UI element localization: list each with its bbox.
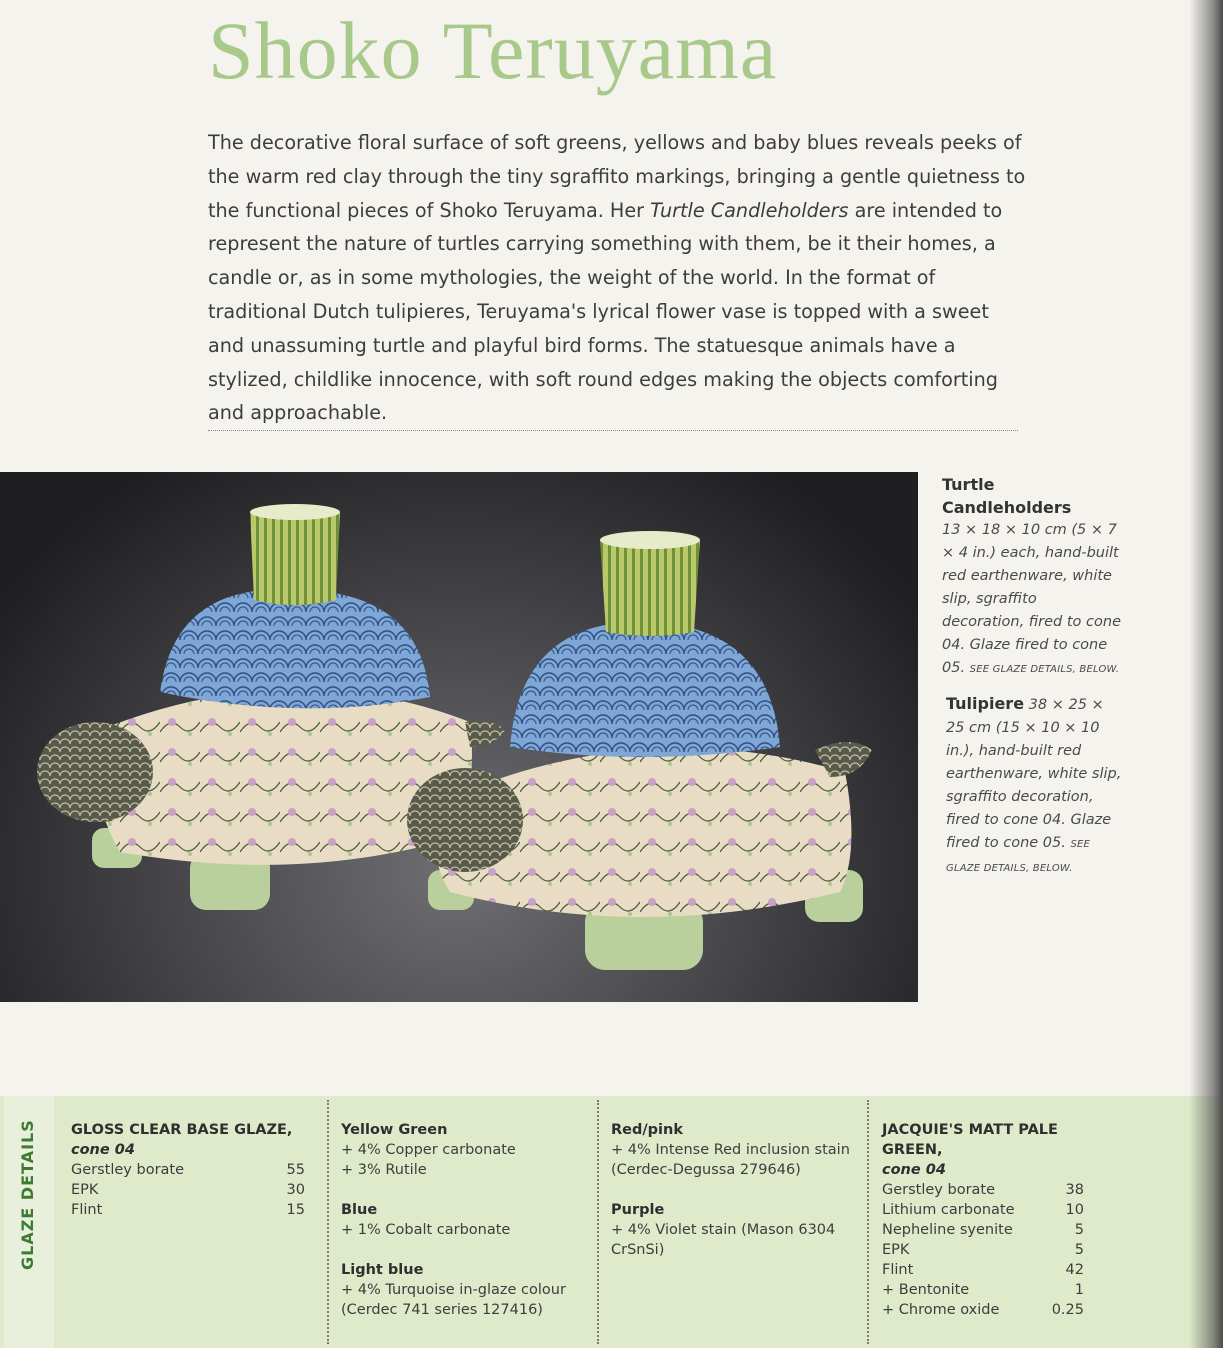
caption-text: 13 × 18 × 10 cm (5 × 7 × 4 in.) each, hand-built red earthenware, white slip, sgraffito decoration, fired to cone 04. Glaze fired to cone 05. <box>942 522 1121 676</box>
recipe-cone: cone 04 <box>882 1162 946 1178</box>
colorant-line: + 4% Intense Red inclusion stain <box>611 1142 850 1158</box>
recipe-heading: GLOSS CLEAR BASE GLAZE, cone 04 <box>71 1122 293 1158</box>
caption-note: SEE GLAZE DETAILS, BELOW. <box>946 839 1091 874</box>
recipe-row: Flint 15 <box>71 1202 305 1218</box>
column-divider <box>597 1100 599 1344</box>
glaze-details-label: GLAZE DETAILS <box>18 1119 37 1270</box>
glaze-column-gloss-clear <box>71 1120 305 1220</box>
colorant-heading: Red/pink <box>611 1122 683 1138</box>
dotted-divider <box>208 430 1018 431</box>
caption-note: SEE GLAZE DETAILS, BELOW. <box>969 664 1120 675</box>
turtle-ceramics-illustration <box>0 472 918 1002</box>
colorant-line: + 4% Turquoise in-glaze colour <box>341 1282 566 1298</box>
colorant-line: + 4% Violet stain (Mason 6304 <box>611 1222 836 1238</box>
recipe-row: Gerstley borate 55 <box>71 1162 305 1178</box>
recipe-row: EPK 30 <box>71 1182 305 1198</box>
caption-title: Turtle Candleholders <box>942 475 1072 517</box>
colorant-line: + 3% Rutile <box>341 1162 427 1178</box>
colorant-line: (Cerdec 741 series 127416) <box>341 1302 543 1318</box>
intro-text-part-1: The decorative floral surface of soft greens, yellows and baby blues reveals peeks of the warm red clay through the tiny sgraffito markings, bringing a gentle quietness to the functional pieces of Shoko Teruyama. Her <box>208 131 1026 222</box>
recipe-row: EPK 5 <box>882 1242 1084 1258</box>
colorant-line: CrSnSi) <box>611 1242 665 1258</box>
caption-turtle-candleholders <box>942 473 1122 681</box>
glaze-column-matt-pale-green <box>882 1120 1084 1320</box>
colorant-line: + 4% Copper carbonate <box>341 1142 516 1158</box>
intro-work-title: Turtle Candleholders <box>650 198 849 222</box>
colorant-heading: Purple <box>611 1202 665 1218</box>
page-gutter-shadow <box>1189 0 1223 1348</box>
intro-paragraph <box>208 126 1028 430</box>
turtle-ceramics-photo <box>0 472 918 1002</box>
right-turtle <box>407 531 872 970</box>
caption-text: 38 × 25 × 25 cm (15 × 10 × 10 in.), hand-built red earthenware, white slip, sgraffito decoration, fired to cone 04. Glaze fired to cone 05. <box>946 697 1122 851</box>
recipe-row: Gerstley borate 38 <box>882 1182 1084 1198</box>
recipe-heading: JACQUIE'S MATT PALE GREEN, <box>882 1122 1058 1158</box>
column-divider <box>327 1100 329 1344</box>
recipe-row: Flint 42 <box>882 1262 1084 1278</box>
recipe-row: Lithium carbonate 10 <box>882 1202 1084 1218</box>
caption-title: Tulipiere <box>946 694 1025 713</box>
recipe-row: + Chrome oxide 0.25 <box>882 1302 1084 1318</box>
colorant-line: + 1% Cobalt carbonate <box>341 1222 511 1238</box>
glaze-column-colorants-b <box>611 1120 851 1260</box>
recipe-row: Nepheline syenite 5 <box>882 1222 1084 1238</box>
recipe-row: + Bentonite 1 <box>882 1282 1084 1298</box>
glaze-column-colorants-a <box>341 1120 581 1320</box>
colorant-heading: Light blue <box>341 1262 424 1278</box>
intro-text-part-2: are intended to represent the nature of turtles carrying something with them, be it their homes, a candle or, as in some mythologies, the weight of the world. In the format of traditional Dutch tulipieres, Teruyama's lyrical flower vase is topped with a sweet and unassuming turtle and playful bird forms. The statuesque animals have a stylized, childlike innocence, with soft round edges making the objects comforting and approachable. <box>208 198 1003 425</box>
colorant-heading: Blue <box>341 1202 378 1218</box>
colorant-line: (Cerdec-Degussa 279646) <box>611 1162 801 1178</box>
colorant-heading: Yellow Green <box>341 1122 448 1138</box>
column-divider <box>867 1100 869 1344</box>
page-title: Shoko Teruyama <box>208 5 778 96</box>
caption-tulipiere <box>946 692 1126 880</box>
